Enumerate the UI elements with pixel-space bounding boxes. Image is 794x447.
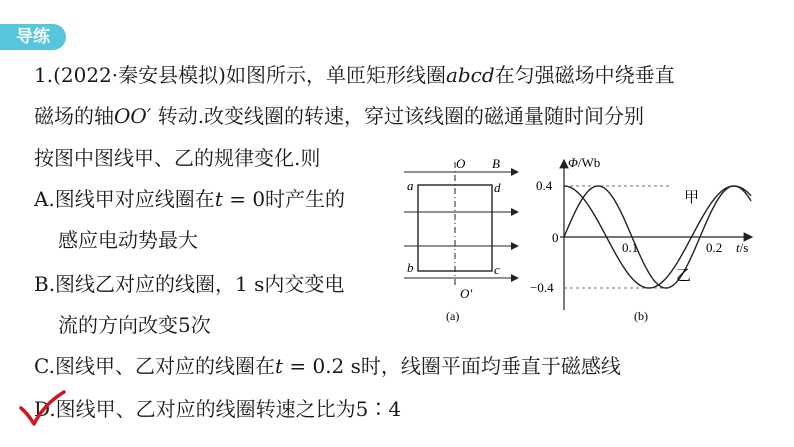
label-O-prime: O′ xyxy=(460,286,473,301)
x-tick-0.1: 0.1 xyxy=(622,240,639,255)
figure-b-caption: (b) xyxy=(634,309,648,323)
label-jia: 甲 xyxy=(684,190,700,206)
label-B: B xyxy=(492,156,500,171)
option-a-line-2: 感应电动势最大 xyxy=(58,228,198,252)
option-b-line-2: 流的方向改变5次 xyxy=(58,313,211,337)
question-text: 磁场的轴 xyxy=(34,104,114,128)
option-b-line-1[interactable]: B.图线乙对应的线圈，1 s内交变电 xyxy=(34,272,345,296)
axis-label: OO′ xyxy=(114,104,152,128)
question-line-2 xyxy=(34,103,644,129)
option-text: = 0时产生的 xyxy=(222,187,346,211)
variable-t: t xyxy=(274,354,283,378)
y-tick-0.4: 0.4 xyxy=(536,178,553,193)
label-c: c xyxy=(494,262,500,277)
option-text: C.图线甲、乙对应的线圈在 xyxy=(34,354,275,378)
label-b: b xyxy=(407,260,414,275)
question-line-1 xyxy=(34,62,675,88)
option-text: = 0.2 s时，线圈平面均垂直于磁感线 xyxy=(283,354,621,378)
y-tick-neg0.4: −0.4 xyxy=(530,280,554,295)
x-axis-label: t/s xyxy=(736,240,749,255)
question-text: 1.(2022·秦安县模拟)如图所示，单匝矩形线圈 xyxy=(34,63,446,87)
coil-label: abcd xyxy=(445,63,495,87)
x-tick-0.2: 0.2 xyxy=(706,240,723,255)
figure-a-coil-diagram xyxy=(398,152,528,324)
label-yi: 乙 xyxy=(676,268,692,284)
option-d[interactable]: D.图线甲、乙对应的线圈转速之比为5∶4 xyxy=(34,397,402,421)
question-line-3: 按图中图线甲、乙的规律变化.则 xyxy=(34,146,321,170)
variable-t: t xyxy=(214,187,223,211)
figure-b-flux-graph xyxy=(530,150,792,326)
label-a: a xyxy=(407,178,414,193)
option-c[interactable] xyxy=(34,353,621,379)
question-text: 转动.改变线圈的转速，穿过该线圈的磁通量随时间分别 xyxy=(151,104,645,128)
question-text: 在匀强磁场中绕垂直 xyxy=(494,63,675,87)
y-tick-0: 0 xyxy=(552,230,559,245)
label-O: O xyxy=(456,156,466,171)
figure-a-caption: (a) xyxy=(446,309,460,323)
option-a-line-1[interactable] xyxy=(34,186,345,212)
section-badge: 导练 xyxy=(0,24,66,50)
y-axis-label: Φ/Wb xyxy=(568,155,601,170)
label-d: d xyxy=(494,180,501,195)
check-mark-icon xyxy=(18,390,68,430)
option-text: A.图线甲对应线圈在 xyxy=(34,187,215,211)
